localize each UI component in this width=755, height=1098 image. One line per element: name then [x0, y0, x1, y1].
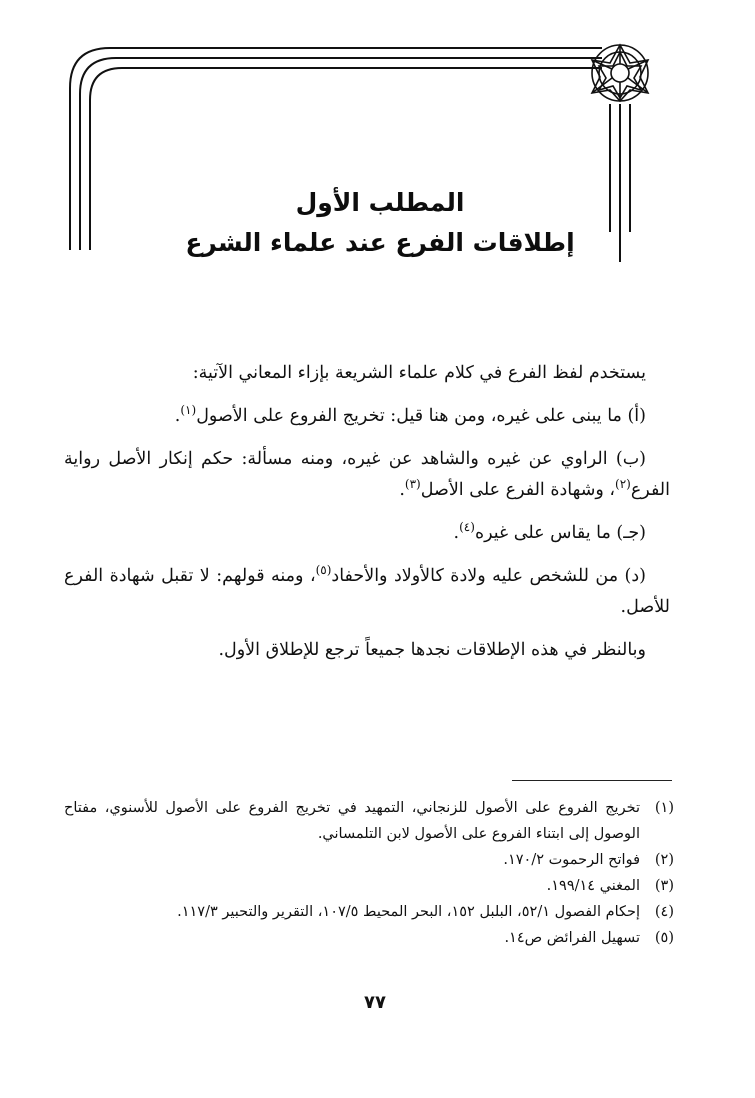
footnote-number: (١)	[654, 800, 674, 816]
item-d	[64, 561, 670, 623]
footnote-item	[64, 847, 674, 873]
page-number: ٧٧	[364, 992, 386, 1013]
item-a-text: (أ) ما يبنى على غيره، ومن هنا قيل: تخريج الفروع على الأصول	[196, 406, 646, 426]
heading-subtitle: إطلاقات الفرع عند علماء الشرع	[185, 228, 575, 257]
item-b-tail2: .	[399, 480, 405, 500]
footnote-ref: (٤)	[459, 520, 475, 535]
footnote-ref: (٥)	[315, 563, 332, 578]
footnote-item	[64, 925, 674, 951]
item-c	[64, 518, 670, 549]
item-c-text: (جـ) ما يقاس على غيره	[474, 523, 646, 543]
footnote-ref: (٣)	[404, 477, 421, 492]
footnote-ref: (١)	[180, 403, 197, 418]
item-d-tail: ، ومنه قولهم: لا تقبل شهادة الفرع للأصل.	[64, 566, 670, 617]
footnote-text: المغني ١٩٩/١٤.	[546, 878, 640, 894]
footnote-item	[64, 899, 674, 925]
footnote-number: (٢)	[654, 852, 674, 868]
conclusion-paragraph: وبالنظر في هذه الإطلاقات نجدها جميعاً ترجع للإطلاق الأول.	[218, 640, 646, 660]
footnotes	[64, 795, 674, 951]
footnote-number: (٤)	[654, 904, 674, 920]
item-b-tail: ، وشهادة الفرع على الأصل	[420, 480, 616, 500]
footnote-text: تخريج الفروع على الأصول للزنجاني، التمهيد في تخريج الفروع على الأصول للأسنوي، مفتاح الوصول إلى ابتناء الفروع على الأصول لابن التلمساني.	[64, 800, 640, 842]
item-a-tail: .	[174, 406, 181, 426]
footnote-item	[64, 795, 674, 847]
footnote-text: إحكام الفصول ٥٢/١، البلبل ١٥٢، البحر المحيط ١٠٧/٥، التقرير والتحبير ١١٧/٣.	[177, 904, 640, 920]
star-ornament-icon	[592, 45, 648, 101]
footnote-text: فواتح الرحموت ١٧٠/٢.	[503, 852, 640, 868]
body-text	[64, 358, 670, 678]
footnote-text: تسهيل الفرائض ص١٤.	[504, 930, 640, 946]
footnote-ref: (٢)	[615, 477, 631, 492]
footnote-number: (٥)	[654, 930, 674, 946]
intro-paragraph: يستخدم لفظ الفرع في كلام علماء الشريعة بإزاء المعاني الآتية:	[192, 363, 646, 383]
item-b-text: (ب) الراوي عن غيره والشاهد عن غيره، ومنه مسألة: حكم إنكار الأصل رواية الفرع	[64, 449, 670, 500]
section-heading	[150, 183, 610, 263]
footnote-item	[64, 873, 674, 899]
item-a	[64, 401, 670, 432]
item-d-text: (د) من للشخص عليه ولادة كالأولاد والأحفاد	[331, 566, 646, 586]
item-b	[64, 444, 670, 506]
footnote-divider	[512, 780, 672, 781]
item-c-tail: .	[453, 523, 460, 543]
heading-title: المطلب الأول	[295, 188, 465, 217]
footnote-number: (٣)	[654, 878, 674, 894]
